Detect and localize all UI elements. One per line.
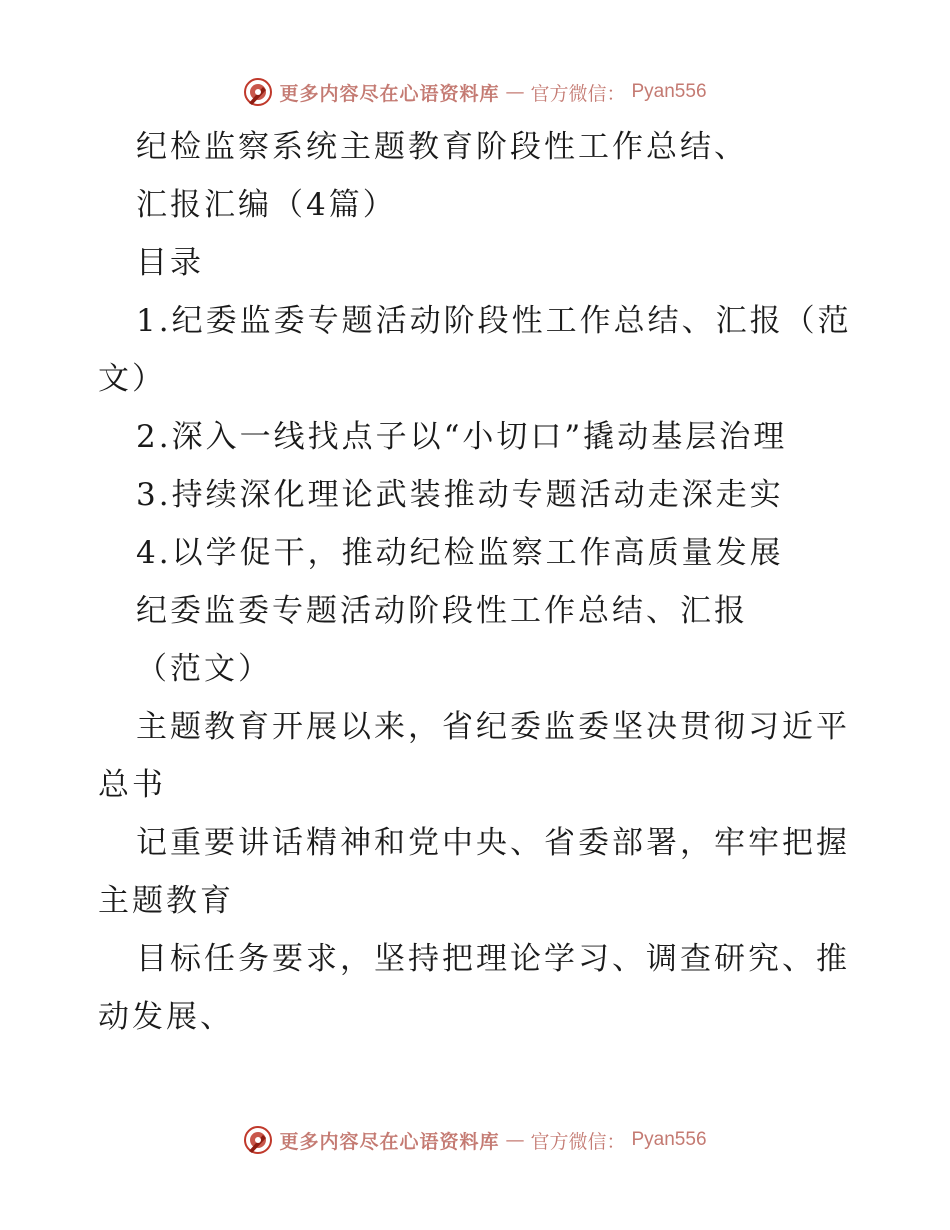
pen-logo-icon: [243, 77, 273, 107]
text-line: 目录: [136, 245, 204, 281]
watermark-text: 更多内容尽在心语资料库: [279, 1130, 500, 1153]
text-line: 2.深入一线找点子以“小切口”撬动基层治理: [136, 419, 788, 455]
document-body: [98, 118, 858, 1046]
watermark-text: 更多内容尽在心语资料库: [279, 82, 500, 105]
watermark-dash: —: [505, 81, 525, 103]
text-line: 汇报汇编（4篇）: [136, 187, 397, 223]
text-line: 3.持续深化理论武装推动专题活动走深走实: [136, 477, 784, 513]
text-line: （范文）: [136, 651, 272, 687]
text-line: 文）: [98, 361, 166, 397]
text-line: 主题教育: [98, 883, 234, 919]
pen-logo-icon: [243, 1125, 273, 1155]
text-line: 纪委监委专题活动阶段性工作总结、汇报: [136, 593, 748, 629]
text-line: 主题教育开展以来，省纪委监委坚决贯彻习近平: [136, 709, 850, 745]
text-line: 目标任务要求，坚持把理论学习、调查研究、推: [136, 941, 850, 977]
watermark-dash: —: [505, 1129, 525, 1151]
text-line: 纪检监察系统主题教育阶段性工作总结、: [136, 129, 748, 165]
text-line: 记重要讲话精神和党中央、省委部署，牢牢把握: [136, 825, 850, 861]
watermark-id: Pyan556: [631, 81, 707, 102]
watermark-id: Pyan556: [631, 1129, 707, 1150]
text-line: 动发展、: [98, 999, 234, 1035]
text-line: 4.以学促干，推动纪检监察工作高质量发展: [136, 535, 784, 571]
text-line: 1.纪委监委专题活动阶段性工作总结、汇报（范: [136, 303, 852, 339]
watermark-label: 官方微信：: [530, 82, 626, 105]
text-line: 总书: [98, 767, 166, 803]
footer-watermark: [0, 1120, 950, 1160]
header-watermark: [0, 72, 950, 112]
watermark-label: 官方微信：: [530, 1130, 626, 1153]
